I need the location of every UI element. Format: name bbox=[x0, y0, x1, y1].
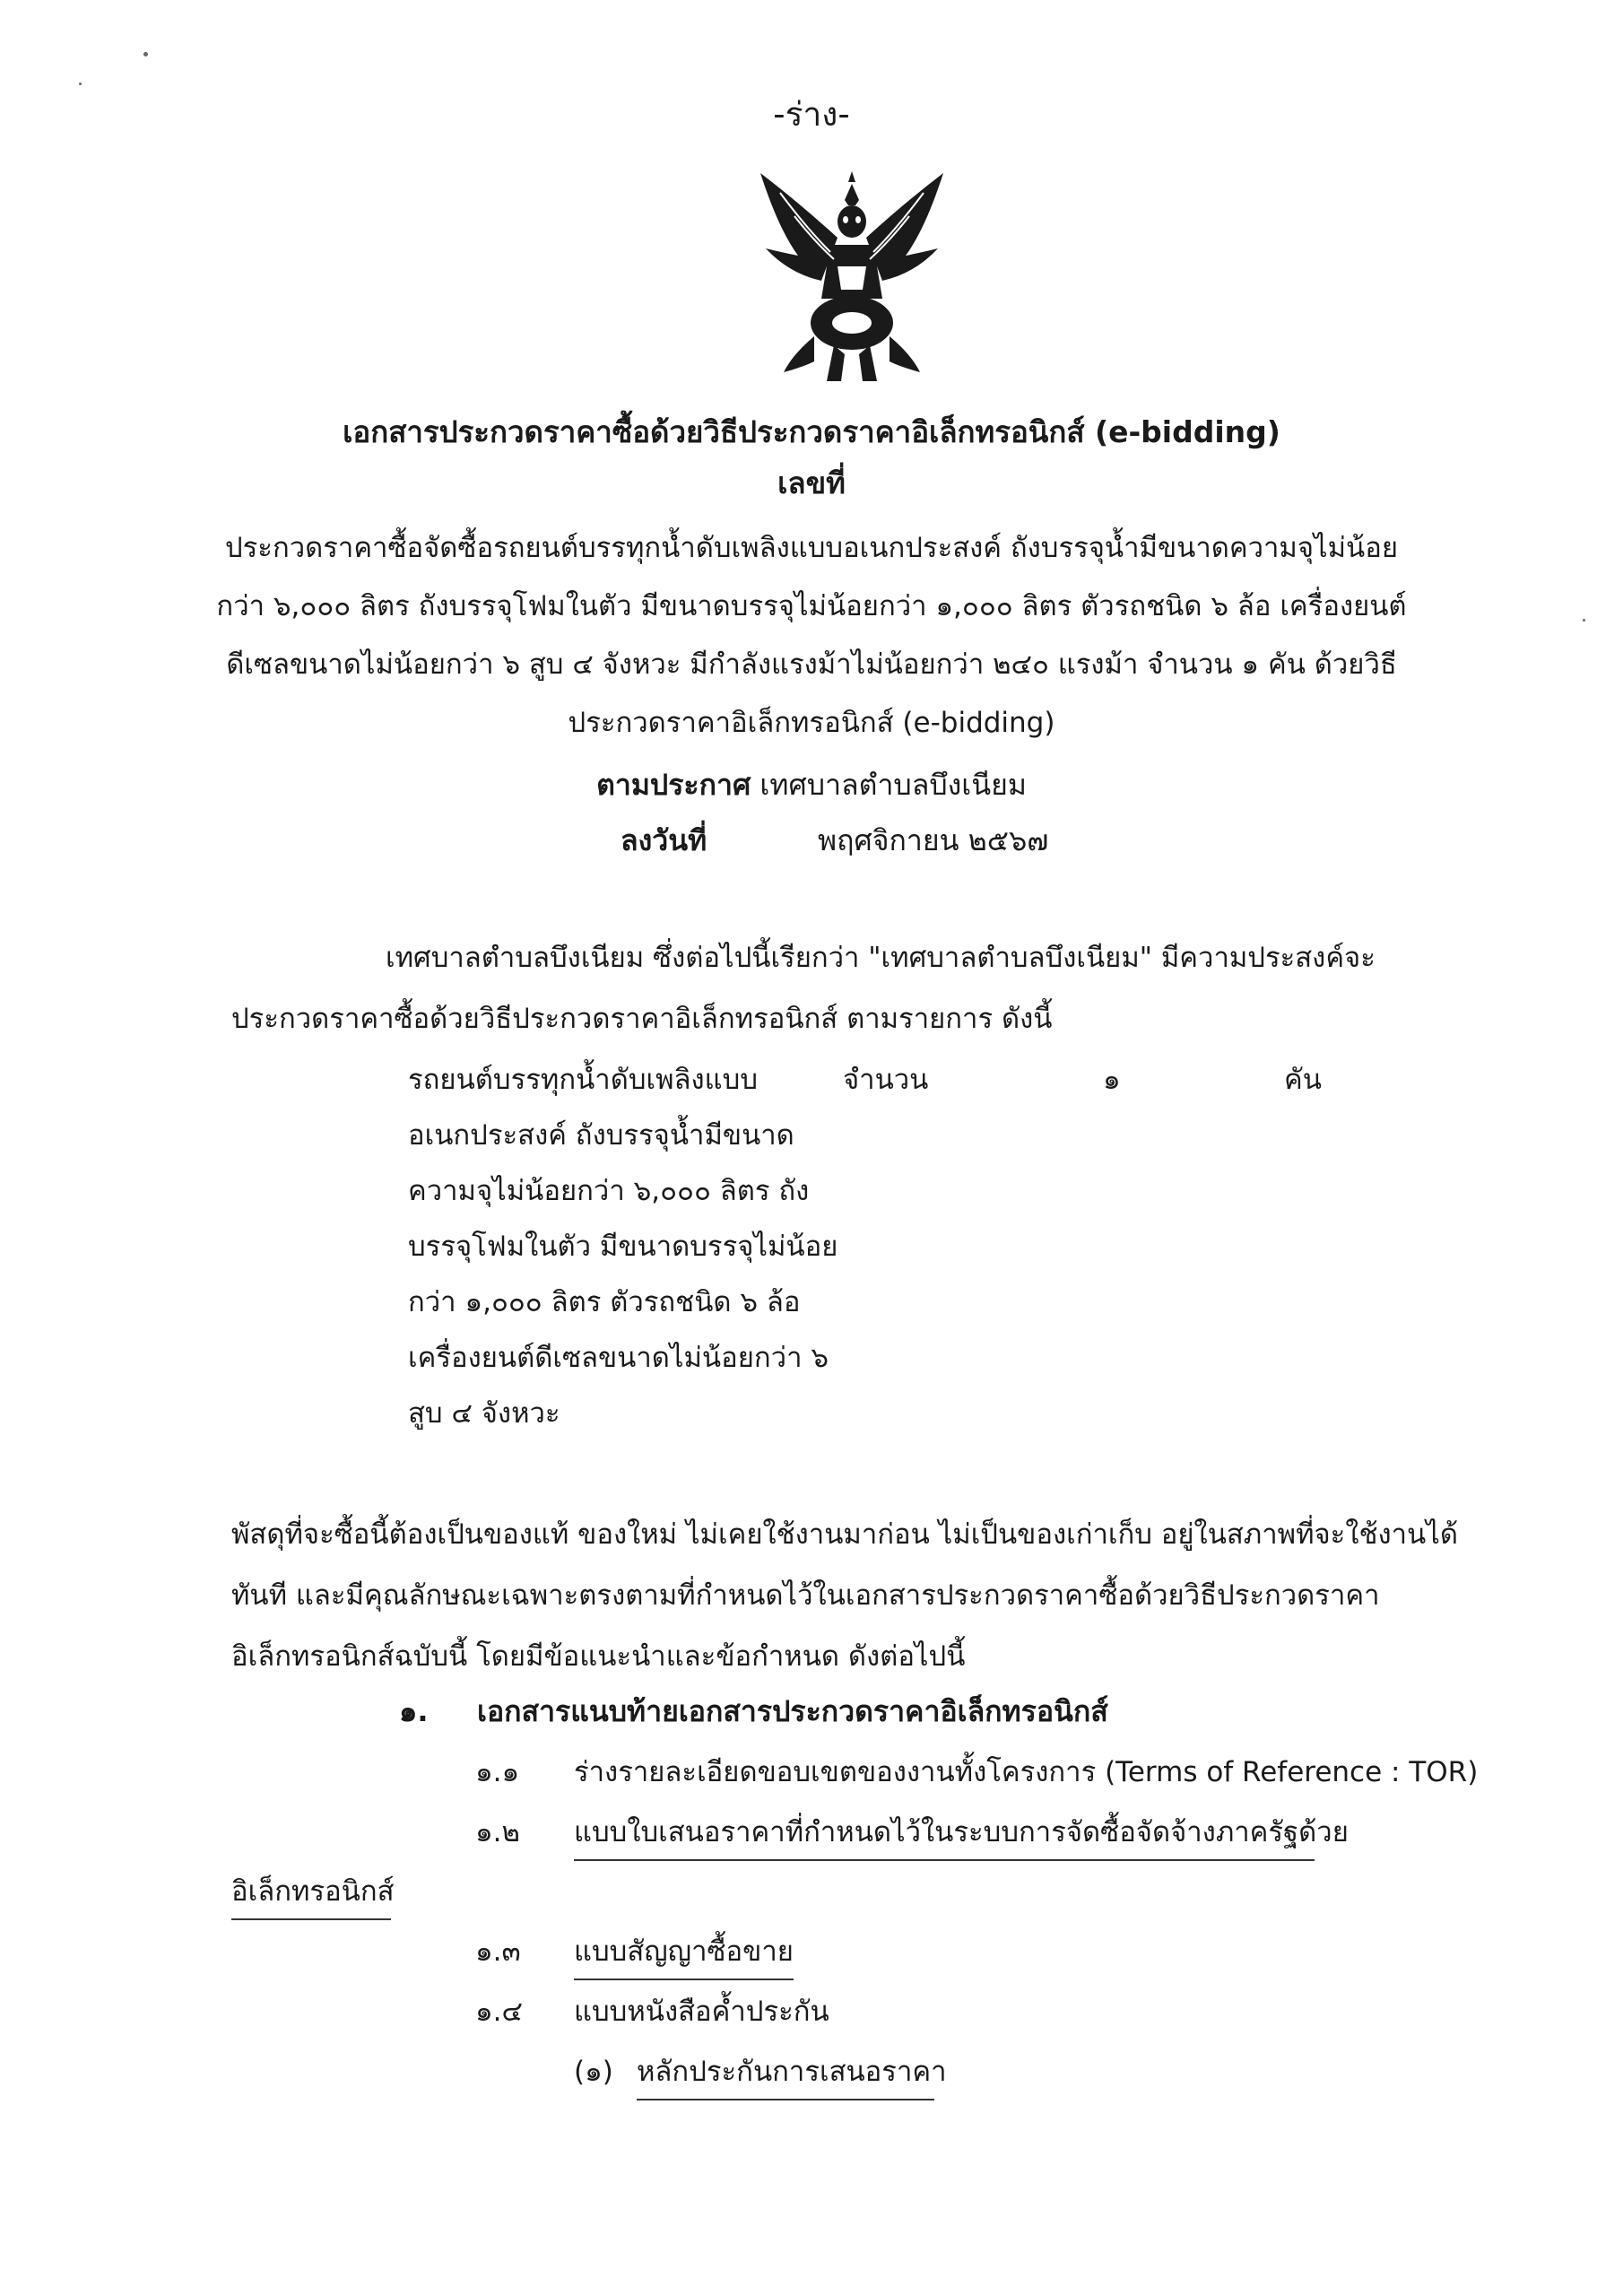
subject-line: กว่า ๖,๐๐๐ ลิตร ถังบรรจุโฟมในตัว มีขนาดบรรจุไม่น้อยกว่า ๑,๐๐๐ ลิตร ตัวรถชนิด ๖ ล้อ เครื่องยนต์ bbox=[216, 590, 1407, 622]
section-item-number: ๑.๑ bbox=[475, 1756, 520, 1788]
item-description-line: บรรจุโฟมในตัว มีขนาดบรรจุไม่น้อย bbox=[408, 1231, 838, 1263]
section-item-link[interactable]: อิเล็กทรอนิกส์ bbox=[231, 1868, 391, 1920]
intro-line: ประกวดราคาซื้อด้วยวิธีประกวดราคาอิเล็กทรอนิกส์ ตามรายการ ดังนี้ bbox=[231, 1003, 1053, 1035]
item-description-line: รถยนต์บรรทุกน้ำดับเพลิงแบบ bbox=[408, 1064, 758, 1096]
item-description-line: เครื่องยนต์ดีเซลขนาดไม่น้อยกว่า ๖ bbox=[408, 1342, 829, 1374]
draft-mark: -ร่าง- bbox=[773, 95, 850, 134]
subject-line: ประกวดราคาซื้อจัดซื้อรถยนต์บรรทุกน้ำดับเพลิงแบบอเนกประสงค์ ถังบรรจุน้ำมีขนาดความจุไม่น้อย bbox=[224, 532, 1399, 564]
item-description-line: สูบ ๔ จังหวะ bbox=[408, 1397, 560, 1430]
condition-line: พัสดุที่จะซื้อนี้ต้องเป็นของแท้ ของใหม่ ไม่เคยใช้งานมาก่อน ไม่เป็นของเก่าเก็บ อยู่ในสภาพที่จะใช้งานได้ bbox=[231, 1518, 1458, 1551]
section-item-text: แบบหนังสือค้ำประกัน bbox=[574, 1996, 829, 2028]
announcement-label: ตามประกาศ bbox=[596, 768, 751, 802]
sub-item-link[interactable]: หลักประกันการเสนอราคา bbox=[637, 2048, 934, 2100]
item-quantity-value: ๑ bbox=[1103, 1064, 1121, 1096]
subject-line: ประกวดราคาอิเล็กทรอนิกส์ (e-bidding) bbox=[568, 707, 1055, 739]
sub-item-number: (๑) bbox=[574, 2056, 613, 2088]
intro-line: เทศบาลตำบลบึงเนียม ซึ่งต่อไปนี้เรียกว่า "เทศบาลตำบลบึงเนียม" มีความประสงค์จะ bbox=[386, 942, 1376, 974]
section-item-text bbox=[574, 1928, 794, 1980]
garuda-emblem-icon bbox=[744, 166, 959, 390]
announcement-line bbox=[0, 762, 1623, 808]
announcement-organization: เทศบาลตำบลบึงเนียม bbox=[759, 768, 1027, 802]
section-item-number: ๑.๔ bbox=[475, 1996, 523, 2028]
item-description-line: ความจุไม่น้อยกว่า ๖,๐๐๐ ลิตร ถัง bbox=[408, 1175, 810, 1207]
item-description-line: อเนกประสงค์ ถังบรรจุน้ำมีขนาด bbox=[408, 1119, 794, 1152]
document-title: เอกสารประกวดราคาซื้อด้วยวิธีประกวดราคาอิเล็กทรอนิกส์ (e-bidding) bbox=[343, 414, 1280, 449]
date-value: พฤศจิกายน ๒๕๖๗ bbox=[818, 823, 1049, 857]
scan-speck bbox=[143, 52, 148, 57]
section-item-text bbox=[574, 1809, 1349, 1861]
section-item-number: ๑.๒ bbox=[475, 1816, 520, 1848]
date-label: ลงวันที่ bbox=[621, 823, 707, 857]
scan-speck bbox=[79, 83, 82, 85]
section-item-text: ร่างรายละเอียดขอบเขตของงานทั้งโครงการ (Terms of Reference : TOR) bbox=[574, 1756, 1479, 1788]
sub-item-text bbox=[637, 2048, 947, 2100]
section-heading: เอกสารแนบท้ายเอกสารประกวดราคาอิเล็กทรอนิกส์ bbox=[477, 1694, 1108, 1728]
condition-line: อิเล็กทรอนิกส์ฉบับนี้ โดยมีข้อแนะนำและข้อกำหนด ดังต่อไปนี้ bbox=[231, 1640, 966, 1673]
section-number: ๑. bbox=[399, 1694, 429, 1728]
section-item-link[interactable]: แบบใบเสนอราคาที่กำหนดไว้ในระบบการจัดซื้อจัดจ้างภาครัฐด้วย bbox=[574, 1809, 1315, 1861]
item-description-line: กว่า ๑,๐๐๐ ลิตร ตัวรถชนิด ๖ ล้อ bbox=[408, 1286, 801, 1318]
section-item-link[interactable]: แบบสัญญาซื้อขาย bbox=[574, 1928, 794, 1980]
condition-line: ทันที และมีคุณลักษณะเฉพาะตรงตามที่กำหนดไว้ในเอกสารประกวดราคาซื้อด้วยวิธีประกวดราคา bbox=[231, 1579, 1380, 1612]
document-number-label: เลขที่ bbox=[777, 465, 846, 500]
section-item-continuation bbox=[231, 1868, 395, 1920]
item-unit: คัน bbox=[1284, 1064, 1322, 1096]
subject-line: ดีเซลขนาดไม่น้อยกว่า ๖ สูบ ๔ จังหวะ มีกำลังแรงม้าไม่น้อยกว่า ๒๔๐ แรงม้า จำนวน ๑ คัน ด้วยวิธี bbox=[226, 648, 1397, 681]
section-item-number: ๑.๓ bbox=[475, 1935, 521, 1968]
item-quantity-label: จำนวน bbox=[843, 1064, 929, 1096]
